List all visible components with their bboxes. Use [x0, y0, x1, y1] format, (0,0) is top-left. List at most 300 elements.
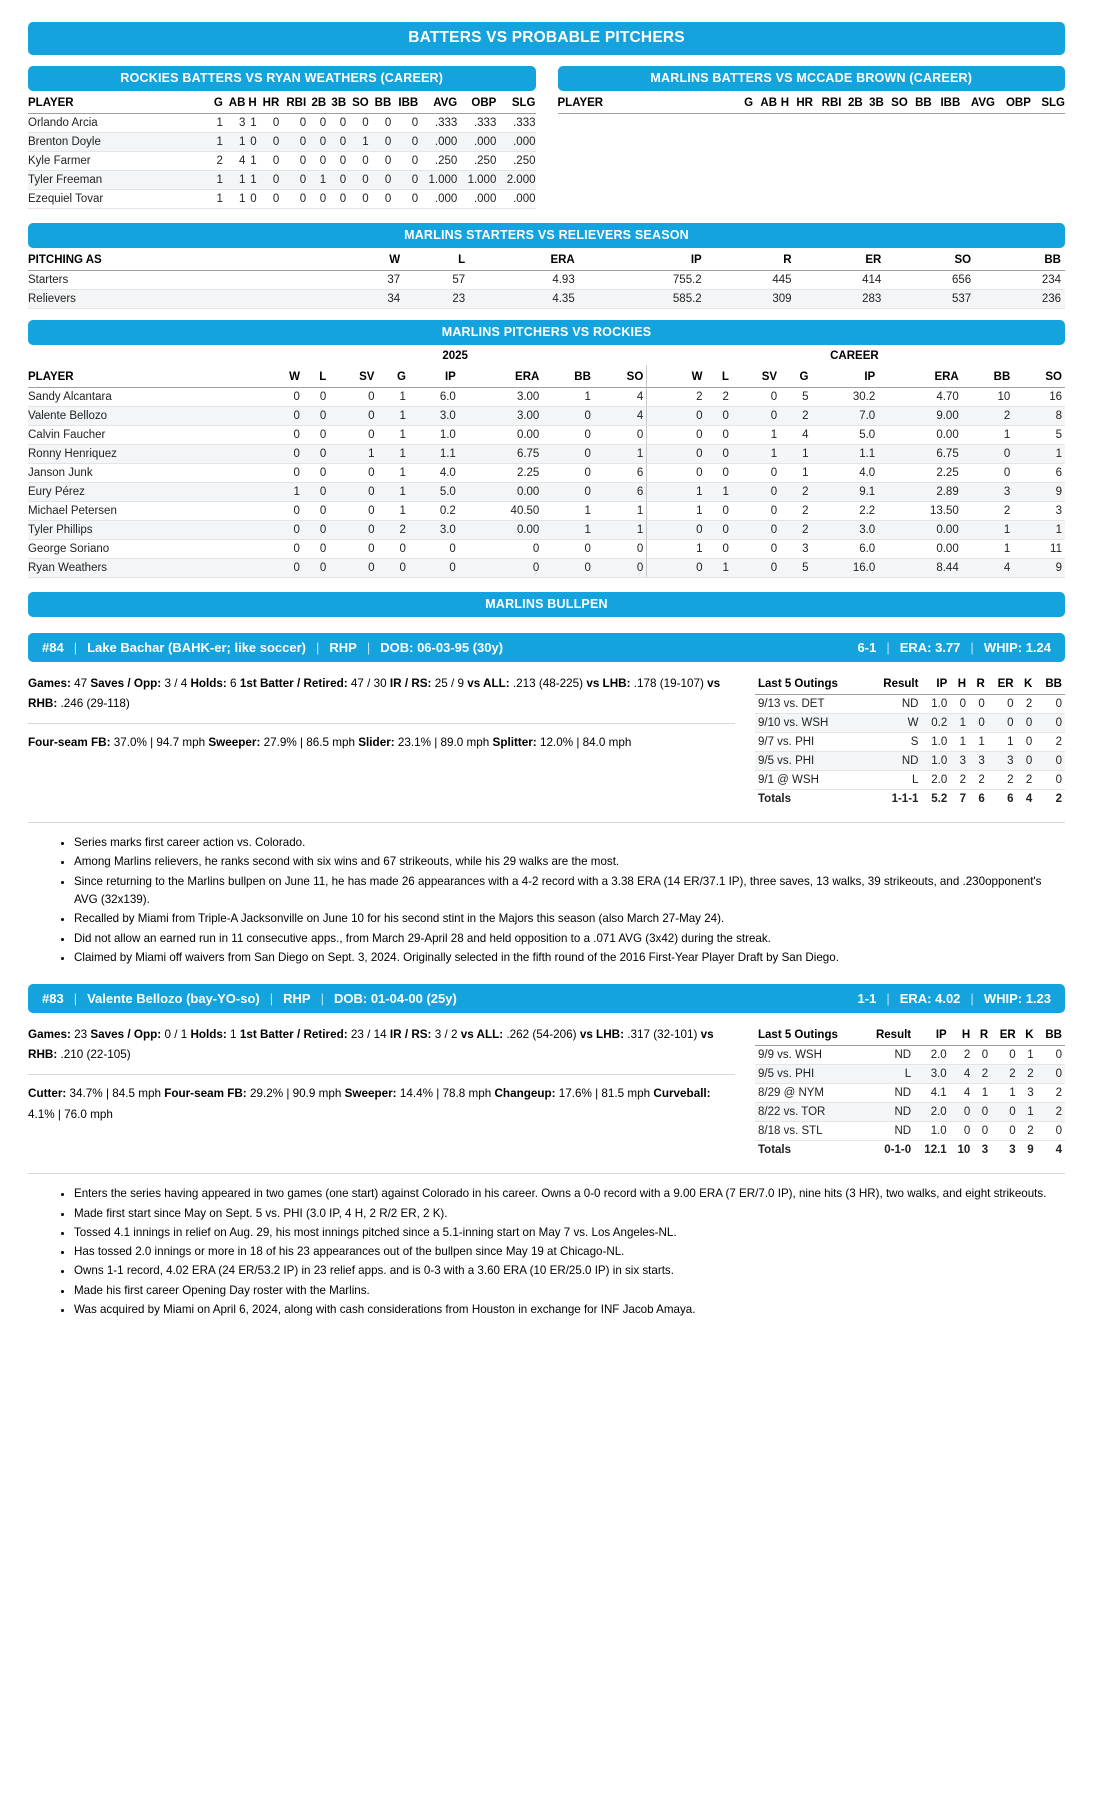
- cell-value: 3: [950, 752, 969, 771]
- divider: |: [886, 991, 890, 1007]
- column-header-so: SO: [594, 365, 647, 388]
- cell-value: 0: [991, 1103, 1019, 1122]
- column-header-so: SO: [346, 91, 369, 114]
- cell-value: 5: [780, 388, 811, 407]
- column-header-h: H: [950, 1025, 974, 1046]
- cell-value: 6.0: [409, 388, 459, 407]
- cell-value: 1: [706, 483, 732, 502]
- cell-value: 0: [329, 483, 377, 502]
- outings-row: [755, 695, 1065, 714]
- cell-value: 2.0: [914, 1046, 950, 1065]
- column-header-g: G: [211, 91, 223, 114]
- cell-value: 0.00: [459, 521, 543, 540]
- cell-value: 0: [459, 540, 543, 559]
- cell-value: 537: [885, 290, 975, 309]
- outing-date: Totals: [755, 1141, 863, 1160]
- column-header-er: ER: [796, 248, 886, 271]
- cell-value: 1: [377, 407, 408, 426]
- cell-value: 12.1: [914, 1141, 950, 1160]
- cell-value: 2: [969, 771, 988, 790]
- table-row: [28, 171, 536, 190]
- cell-value: 0: [1017, 733, 1036, 752]
- cell-value: 1: [223, 190, 246, 209]
- cell-value: 0: [542, 559, 594, 578]
- cell-value: 0: [303, 559, 329, 578]
- cell-value: 0: [329, 388, 377, 407]
- cell-value: 4: [594, 407, 647, 426]
- cell-value: 1: [542, 502, 594, 521]
- divider: |: [73, 991, 78, 1007]
- column-header-w: W: [647, 365, 706, 388]
- cell-value: .333: [418, 114, 457, 133]
- cell-value: 1: [973, 1084, 991, 1103]
- column-header-result: Result: [863, 1025, 915, 1046]
- cell-value: 2: [1037, 1084, 1065, 1103]
- column-header-ip: IP: [812, 365, 879, 388]
- cell-value: 2: [706, 388, 732, 407]
- column-header-g: G: [740, 91, 753, 114]
- cell-value: 1: [377, 464, 408, 483]
- cell-value: 2: [991, 1065, 1019, 1084]
- cell-value: 283: [796, 290, 886, 309]
- cell-value: 0: [267, 445, 303, 464]
- cell-value: 2: [988, 771, 1017, 790]
- cell-value: 4: [950, 1084, 974, 1103]
- cell-value: 2: [962, 407, 1014, 426]
- cell-value: 2: [1019, 1122, 1037, 1141]
- cell-value: 0: [377, 540, 408, 559]
- cell-value: 1: [211, 190, 223, 209]
- cell-value: 0: [732, 407, 780, 426]
- table-row: [28, 190, 536, 209]
- column-header-h: H: [245, 91, 256, 114]
- outings-row: [755, 752, 1065, 771]
- cell-value: 0: [303, 388, 329, 407]
- cell-value: 1.1: [409, 445, 459, 464]
- cell-value: 236: [975, 290, 1065, 309]
- cell-value: 0: [245, 190, 256, 209]
- cell-value: L: [868, 771, 922, 790]
- cell-value: 4.0: [409, 464, 459, 483]
- group-label: CAREER: [830, 350, 879, 362]
- cell-value: 3.0: [914, 1065, 950, 1084]
- player-pitch-mix-line: Four-seam FB: 37.0% | 94.7 mph Sweeper: 27.9% | 86.5 mph Slider: 23.1% | 89.0 mph Splitter: 12.0% | 84.0 mph: [28, 736, 632, 750]
- note-item: • Series marks first career action vs. Colorado.: [74, 834, 1065, 853]
- cell-value: 1: [647, 483, 706, 502]
- row-label: Ryan Weathers: [28, 559, 267, 578]
- cell-value: 2: [1017, 695, 1036, 714]
- bullpen-player-card: [28, 984, 1065, 1320]
- cell-value: 4.70: [878, 388, 962, 407]
- player-record: 6-1: [857, 640, 877, 655]
- column-header-bb: BB: [908, 91, 932, 114]
- column-header-last-5-outings: Last 5 Outings: [755, 1025, 863, 1046]
- cell-value: ND: [863, 1084, 915, 1103]
- column-header-k: K: [1019, 1025, 1037, 1046]
- cell-value: 2.0: [921, 771, 950, 790]
- column-header-era: ERA: [469, 248, 579, 271]
- group-label: 2025: [442, 350, 468, 362]
- cell-value: 9.00: [878, 407, 962, 426]
- cell-value: 0: [973, 1122, 991, 1141]
- cell-value: 0.2: [409, 502, 459, 521]
- cell-value: 3: [991, 1141, 1019, 1160]
- cell-value: 2.25: [878, 464, 962, 483]
- column-header-era: ERA: [878, 365, 962, 388]
- cell-value: 1: [211, 114, 223, 133]
- cell-value: 1.000: [457, 171, 496, 190]
- outings-row: [755, 1065, 1065, 1084]
- divider: |: [970, 991, 974, 1007]
- column-header-g: G: [780, 365, 811, 388]
- column-header-slg: SLG: [496, 91, 535, 114]
- cell-value: 0: [969, 695, 988, 714]
- cell-value: 0: [303, 407, 329, 426]
- cell-value: 0: [732, 540, 780, 559]
- cell-value: 0: [391, 114, 418, 133]
- column-header-l: L: [303, 365, 329, 388]
- cell-value: 3: [780, 540, 811, 559]
- cell-value: ND: [863, 1103, 915, 1122]
- page-title: BATTERS VS PROBABLE PITCHERS: [28, 22, 1065, 55]
- column-header-h: H: [950, 674, 969, 695]
- cell-value: 0.00: [878, 540, 962, 559]
- cell-value: 10: [950, 1141, 974, 1160]
- cell-value: 1: [223, 133, 246, 152]
- cell-value: ND: [868, 695, 922, 714]
- table-row: [28, 521, 1065, 540]
- cell-value: 0: [303, 483, 329, 502]
- cell-value: 0: [326, 190, 346, 209]
- row-label: Valente Bellozo: [28, 407, 267, 426]
- cell-value: 3: [988, 752, 1017, 771]
- cell-value: 0: [267, 502, 303, 521]
- cell-value: 1.1: [812, 445, 879, 464]
- outing-date: 9/1 @ WSH: [755, 771, 868, 790]
- column-header-era: ERA: [459, 365, 543, 388]
- cell-value: 1: [377, 483, 408, 502]
- cell-value: 4: [1037, 1141, 1065, 1160]
- outing-date: 9/13 vs. DET: [755, 695, 868, 714]
- cell-value: 1: [706, 559, 732, 578]
- cell-value: 0: [1035, 771, 1065, 790]
- column-header-player: PLAYER: [558, 91, 741, 114]
- cell-value: 0: [279, 152, 306, 171]
- cell-value: ND: [863, 1122, 915, 1141]
- cell-value: 0: [1017, 714, 1036, 733]
- cell-value: 0: [973, 1046, 991, 1065]
- divider: |: [316, 640, 320, 655]
- cell-value: 0: [950, 1103, 974, 1122]
- cell-value: 1: [594, 502, 647, 521]
- cell-value: 4.35: [469, 290, 579, 309]
- column-header-last-5-outings: Last 5 Outings: [755, 674, 868, 695]
- cell-value: S: [868, 733, 922, 752]
- outing-date: 8/29 @ NYM: [755, 1084, 863, 1103]
- batters-section: [28, 66, 1065, 209]
- cell-value: 3.0: [812, 521, 879, 540]
- cell-value: 1: [950, 733, 969, 752]
- cell-value: 6: [988, 790, 1017, 809]
- cell-value: 0: [391, 171, 418, 190]
- cell-value: 2: [780, 521, 811, 540]
- column-header-so: SO: [885, 248, 975, 271]
- column-header-l: L: [706, 365, 732, 388]
- note-item: • Has tossed 2.0 innings or more in 18 of his 23 appearances out of the bullpen since May 19 at Chicago-NL.: [74, 1243, 1065, 1262]
- cell-value: 0: [303, 540, 329, 559]
- column-header-w: W: [267, 365, 303, 388]
- player-era: ERA: 3.77: [899, 640, 961, 655]
- cell-value: 0: [706, 445, 732, 464]
- cell-value: 0: [1037, 1065, 1065, 1084]
- cell-value: 9: [1013, 559, 1065, 578]
- cell-value: 0: [988, 695, 1017, 714]
- column-header-bb: BB: [962, 365, 1014, 388]
- cell-value: 4.93: [469, 271, 579, 290]
- cell-value: 4: [962, 559, 1014, 578]
- player-dob: DOB: 01-04-00 (25y): [333, 991, 457, 1007]
- row-label: George Soriano: [28, 540, 267, 559]
- cell-value: .250: [496, 152, 535, 171]
- player-notes: [28, 1173, 1065, 1320]
- column-header-ibb: IBB: [932, 91, 961, 114]
- cell-value: 1.0: [921, 752, 950, 771]
- cell-value: 3: [962, 483, 1014, 502]
- cell-value: 0.00: [878, 426, 962, 445]
- cell-value: 0.00: [878, 521, 962, 540]
- outings-row: [755, 1046, 1065, 1065]
- column-header-ip: IP: [921, 674, 950, 695]
- row-label: Relievers: [28, 290, 339, 309]
- cell-value: W: [868, 714, 922, 733]
- cell-value: 2: [950, 771, 969, 790]
- note-item: • Was acquired by Miami on April 6, 2024, along with cash considerations from Houston in exchange for INF Jacob Amaya.: [74, 1301, 1065, 1320]
- cell-value: 1: [542, 521, 594, 540]
- cell-value: 4: [594, 388, 647, 407]
- outings-row: [755, 771, 1065, 790]
- column-header-2b: 2B: [841, 91, 862, 114]
- cell-value: 0: [962, 445, 1014, 464]
- cell-value: 6: [969, 790, 988, 809]
- cell-value: 7: [950, 790, 969, 809]
- cell-value: 6.75: [878, 445, 962, 464]
- cell-value: 445: [706, 271, 796, 290]
- divider: |: [970, 640, 974, 655]
- cell-value: 0: [306, 133, 326, 152]
- cell-value: 2: [647, 388, 706, 407]
- cell-value: 0: [346, 171, 369, 190]
- column-header-pitching-as: PITCHING AS: [28, 248, 339, 271]
- pitchers-rockies-title: MARLINS PITCHERS VS ROCKIES: [28, 320, 1065, 345]
- cell-value: 0: [279, 190, 306, 209]
- column-header-ibb: IBB: [391, 91, 418, 114]
- cell-value: 0: [542, 483, 594, 502]
- column-header-bb: BB: [1035, 674, 1065, 695]
- cell-value: 1: [377, 388, 408, 407]
- cell-value: 0.2: [921, 714, 950, 733]
- row-label: Tyler Phillips: [28, 521, 267, 540]
- table-header-row: [28, 248, 1065, 271]
- cell-value: 0: [732, 502, 780, 521]
- cell-value: 0: [329, 426, 377, 445]
- cell-value: 1.000: [418, 171, 457, 190]
- cell-value: 0: [369, 114, 392, 133]
- cell-value: .250: [457, 152, 496, 171]
- pitchers-rockies-table: [28, 345, 1065, 578]
- cell-value: 1: [267, 483, 303, 502]
- cell-value: 0: [991, 1122, 1019, 1141]
- cell-value: 0: [1035, 752, 1065, 771]
- cell-value: 1: [306, 171, 326, 190]
- row-label: Starters: [28, 271, 339, 290]
- cell-value: 2: [780, 502, 811, 521]
- cell-value: 0: [732, 521, 780, 540]
- column-header-ip: IP: [409, 365, 459, 388]
- cell-value: 0: [1037, 1122, 1065, 1141]
- outing-date: Totals: [755, 790, 868, 809]
- marlins-batters-title: MARLINS BATTERS VS MCCADE BROWN (CAREER): [558, 66, 1066, 91]
- cell-value: 0: [257, 190, 280, 209]
- cell-value: 4: [223, 152, 246, 171]
- cell-value: 1: [245, 171, 256, 190]
- cell-value: 1: [991, 1084, 1019, 1103]
- row-label: Kyle Farmer: [28, 152, 211, 171]
- cell-value: 2: [780, 407, 811, 426]
- cell-value: 0: [962, 464, 1014, 483]
- cell-value: 0: [391, 152, 418, 171]
- cell-value: 2.25: [459, 464, 543, 483]
- outing-date: 8/22 vs. TOR: [755, 1103, 863, 1122]
- cell-value: 16.0: [812, 559, 879, 578]
- cell-value: 0: [303, 464, 329, 483]
- player-record: 1-1: [857, 991, 877, 1007]
- cell-value: 1.0: [914, 1122, 950, 1141]
- cell-value: 3.0: [409, 407, 459, 426]
- cell-value: 1: [962, 521, 1014, 540]
- column-header-avg: AVG: [960, 91, 995, 114]
- table-row: [28, 152, 536, 171]
- cell-value: 9.1: [812, 483, 879, 502]
- player-hand: RHP: [283, 991, 311, 1007]
- cell-value: 37: [339, 271, 404, 290]
- table-header-row: [558, 91, 1066, 114]
- column-header-l: L: [404, 248, 469, 271]
- cell-value: 3: [223, 114, 246, 133]
- cell-value: 0: [245, 133, 256, 152]
- table-row: [28, 271, 1065, 290]
- column-header-er: ER: [991, 1025, 1019, 1046]
- cell-value: 0: [594, 559, 647, 578]
- cell-value: 309: [706, 290, 796, 309]
- cell-value: .333: [457, 114, 496, 133]
- last-5-outings-block: [755, 674, 1065, 808]
- player-usage-line: Games: 47 Saves / Opp: 3 / 4 Holds: 6 1st Batter / Retired: 47 / 30 IR / RS: 25 / 9 vs ALL: .213 (48-225) vs LHB: .178 (19-107) vs RHB: .246 (29-118): [28, 677, 721, 711]
- cell-value: 4: [780, 426, 811, 445]
- cell-value: 0: [303, 426, 329, 445]
- cell-value: .000: [496, 190, 535, 209]
- cell-value: 13.50: [878, 502, 962, 521]
- cell-value: 40.50: [459, 502, 543, 521]
- cell-value: 0: [346, 114, 369, 133]
- column-header-obp: OBP: [995, 91, 1031, 114]
- cell-value: 0: [1037, 1046, 1065, 1065]
- cell-value: 0: [346, 152, 369, 171]
- cell-value: 3: [1019, 1084, 1037, 1103]
- cell-value: 1: [647, 502, 706, 521]
- cell-value: 0: [326, 133, 346, 152]
- player-whip: WHIP: 1.24: [983, 640, 1051, 655]
- cell-value: 1: [223, 171, 246, 190]
- column-header-hr: HR: [257, 91, 280, 114]
- table-row: [28, 559, 1065, 578]
- cell-value: 6: [594, 483, 647, 502]
- outing-date: 9/7 vs. PHI: [755, 733, 868, 752]
- cell-value: 0: [732, 483, 780, 502]
- cell-value: 0: [329, 407, 377, 426]
- note-item: • Claimed by Miami off waivers from San Diego on Sept. 3, 2024. Originally selected in the fifth round of the 2016 First-Year Player Draft by San Diego.: [74, 949, 1065, 968]
- cell-value: .000: [418, 190, 457, 209]
- row-label: Calvin Faucher: [28, 426, 267, 445]
- column-header-g: G: [377, 365, 408, 388]
- cell-value: 0: [706, 407, 732, 426]
- cell-value: 0: [267, 426, 303, 445]
- cell-value: 656: [885, 271, 975, 290]
- cell-value: 3: [973, 1141, 991, 1160]
- cell-value: 0: [647, 521, 706, 540]
- cell-value: 4.0: [812, 464, 879, 483]
- column-header-slg: SLG: [1031, 91, 1065, 114]
- note-item: • Made first start since May on Sept. 5 vs. PHI (3.0 IP, 4 H, 2 R/2 ER, 2 K).: [74, 1205, 1065, 1224]
- cell-value: 0: [303, 502, 329, 521]
- player-card-header: [28, 984, 1065, 1013]
- cell-value: 0: [732, 464, 780, 483]
- column-header-h: H: [777, 91, 789, 114]
- column-header-w: W: [339, 248, 404, 271]
- cell-value: 1.0: [921, 733, 950, 752]
- group-spacer: [28, 345, 267, 365]
- cell-value: 234: [975, 271, 1065, 290]
- cell-value: 1: [969, 733, 988, 752]
- cell-value: 2: [1037, 1103, 1065, 1122]
- column-header-rbi: RBI: [279, 91, 306, 114]
- rockies-batters-title: ROCKIES BATTERS VS RYAN WEATHERS (CAREER): [28, 66, 536, 91]
- cell-value: 2: [1019, 1065, 1037, 1084]
- table-row: [28, 540, 1065, 559]
- divider: |: [366, 640, 371, 655]
- cell-value: 0: [279, 133, 306, 152]
- column-header-player: PLAYER: [28, 365, 267, 388]
- cell-value: ND: [863, 1046, 915, 1065]
- column-header-sv: SV: [329, 365, 377, 388]
- cell-value: 0: [303, 521, 329, 540]
- cell-value: 0: [950, 695, 969, 714]
- cell-value: 0: [409, 559, 459, 578]
- cell-value: 6: [1013, 464, 1065, 483]
- player-pitch-mix-line: Cutter: 34.7% | 84.5 mph Four-seam FB: 29.2% | 90.9 mph Sweeper: 14.4% | 78.8 mph Changeup: 17.6% | 81.5 mph Curveball: 4.1% | 76.0 mph: [28, 1087, 711, 1121]
- cell-value: 0: [542, 464, 594, 483]
- cell-value: 0: [329, 464, 377, 483]
- column-header-ip: IP: [914, 1025, 950, 1046]
- divider: |: [73, 640, 78, 655]
- cell-value: 1-1-1: [868, 790, 922, 809]
- cell-value: 0: [594, 426, 647, 445]
- column-header-r: R: [969, 674, 988, 695]
- cell-value: 2: [973, 1065, 991, 1084]
- cell-value: 1: [245, 114, 256, 133]
- cell-value: 1: [329, 445, 377, 464]
- player-card-body: [28, 674, 1065, 808]
- divider: |: [320, 991, 324, 1007]
